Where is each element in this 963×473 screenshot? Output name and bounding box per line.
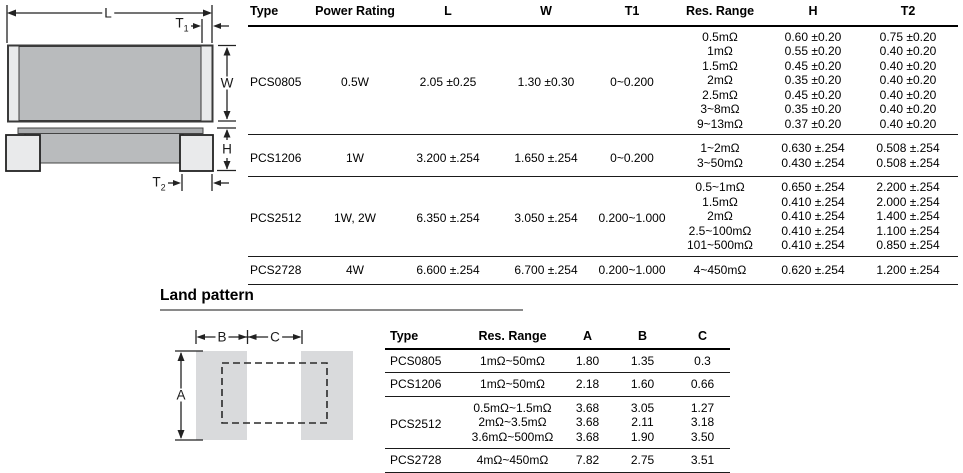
cell-t1: 0.200~1.000 [592, 256, 672, 285]
component-terminal-right [180, 135, 213, 171]
arrow-left-icon [197, 334, 206, 340]
cell-a: 3.68 [565, 396, 610, 416]
cell-a: 3.68 [575, 415, 600, 429]
land-pattern-table [385, 327, 730, 473]
cell-t2: 0.40 ±0.20 [879, 102, 937, 116]
arrow-up-icon [178, 352, 185, 361]
cell-c: 3.18 [690, 415, 715, 429]
land-group-pcs1206 [385, 372, 730, 396]
cell-h: 0.35 ±0.20 [784, 73, 842, 87]
arrow-right-icon [193, 23, 201, 29]
cell-a: 2.18 [565, 372, 610, 396]
cell-res: 1~2mΩ [672, 134, 768, 156]
land-header-a: A [565, 327, 610, 350]
cell-res: 0.5mΩ~1.5mΩ [460, 396, 565, 416]
cell-h: 0.60 ±0.20 [784, 29, 842, 44]
t1-dimension [191, 19, 229, 43]
cell-t2: 0.40 ±0.20 [879, 58, 937, 73]
cell-res: 3.6mΩ~500mΩ [471, 429, 554, 444]
land-group-pcs0805 [385, 350, 730, 373]
table-row [248, 256, 958, 285]
land-pattern-drawing [160, 325, 390, 465]
table-row [385, 350, 730, 373]
cell-c: 3.51 [675, 448, 730, 472]
table-row [385, 372, 730, 396]
cell-res: 1mΩ~50mΩ [480, 353, 545, 368]
cell-a: 3.68 [575, 429, 600, 444]
cell-w: 1.30 ±0.30 [517, 74, 575, 89]
cell-b: 3.05 [610, 396, 675, 416]
cell-type: PCS2512 [385, 396, 460, 449]
arrow-right-icon [293, 334, 302, 340]
cell-b: 2.75 [610, 448, 675, 472]
cell-l: 6.600 ±.254 [396, 256, 500, 285]
cell-c: 0.66 [675, 372, 730, 396]
cell-t2: 0.40 ±0.20 [879, 44, 937, 58]
cell-w: 3.050 ±.254 [500, 176, 592, 256]
cell-t2: 2.000 ±.254 [876, 194, 940, 209]
cell-a: 1.80 [575, 353, 600, 368]
land-header-type: Type [385, 327, 460, 350]
cell-a: 7.82 [565, 448, 610, 472]
arrow-left-icon [7, 10, 16, 17]
cell-c: 3.50 [690, 429, 715, 444]
dim-label-a: A [176, 387, 186, 403]
cell-power: 4W [314, 256, 396, 285]
arrow-up-icon [224, 129, 231, 138]
component-terminal-left [6, 135, 40, 171]
spec-table [248, 0, 958, 285]
cell-b: 2.11 [631, 415, 654, 429]
cell-res: 9~13mΩ [697, 116, 743, 131]
cell-type: PCS1206 [385, 372, 460, 396]
cell-res: 3~8mΩ [700, 102, 740, 116]
cell-type: PCS2728 [248, 256, 314, 285]
cell-c: 0.3 [694, 353, 711, 368]
cell-res: 1mΩ~50mΩ [460, 372, 565, 396]
cell-res: 2mΩ~3.5mΩ [478, 415, 547, 429]
cell-h: 0.45 ±0.20 [784, 87, 842, 102]
cell-t1: 0~0.200 [610, 74, 654, 89]
spec-header-h: H [768, 0, 858, 27]
dim-label-l: L [104, 5, 112, 21]
cell-power: 1W [314, 134, 396, 176]
cell-w: 1.650 ±.254 [500, 134, 592, 176]
arrow-right-icon [203, 10, 212, 17]
cell-type: PCS0805 [250, 74, 302, 89]
cell-t2: 2.200 ±.254 [858, 176, 958, 195]
cell-h: 0.620 ±.254 [768, 256, 858, 285]
cell-t2: 1.400 ±.254 [876, 209, 940, 223]
table-row [248, 27, 958, 45]
arrow-down-icon [178, 430, 185, 439]
cell-type: PCS2728 [385, 448, 460, 472]
cell-l: 3.200 ±.254 [396, 134, 500, 176]
cell-h: 0.35 ±0.20 [784, 102, 842, 116]
arrow-down-icon [224, 161, 231, 170]
spec-header-w: W [500, 0, 592, 27]
cell-res: 2mΩ [707, 73, 733, 87]
dim-label-h: H [222, 141, 232, 157]
spec-group-pcs2512 [248, 176, 958, 256]
land-header-res-range: Res. Range [460, 327, 565, 350]
cell-res: 4mΩ~450mΩ [460, 448, 565, 472]
cell-res: 0.5mΩ [702, 29, 738, 44]
cell-h: 0.650 ±.254 [768, 176, 858, 195]
spec-header-l: L [396, 0, 500, 27]
arrow-left-icon [213, 180, 221, 186]
arrow-right-icon [239, 334, 248, 340]
spec-header-type: Type [248, 0, 314, 27]
cell-t2: 0.40 ±0.20 [879, 73, 937, 87]
cell-h: 0.410 ±.254 [781, 194, 845, 209]
dim-label-c: C [270, 329, 280, 345]
cell-res: 3~50mΩ [697, 155, 743, 170]
cell-t2: 1.200 ±.254 [858, 256, 958, 285]
spec-group-pcs2728 [248, 256, 958, 285]
dim-label-b: B [217, 329, 227, 345]
spec-header-t1: T1 [592, 0, 672, 27]
cell-t2: 0.40 ±0.20 [879, 87, 937, 102]
cell-t1: 0.200~1.000 [592, 176, 672, 256]
land-pattern-title: Land pattern [160, 287, 254, 304]
cell-c: 1.27 [675, 396, 730, 416]
cell-res: 1.5mΩ [702, 58, 738, 73]
spec-header-t2: T2 [858, 0, 958, 27]
cell-h: 0.630 ±.254 [768, 134, 858, 156]
arrow-left-icon [248, 334, 257, 340]
cell-t2: 1.100 ±.254 [876, 223, 940, 238]
cell-power: 1W, 2W [314, 176, 396, 256]
arrow-up-icon [224, 47, 231, 56]
cell-l: 6.350 ±.254 [396, 176, 500, 256]
dim-label-w: W [220, 75, 234, 91]
cell-type: PCS2512 [248, 176, 314, 256]
spec-table-header [248, 0, 958, 27]
cell-res: 101~500mΩ [686, 238, 754, 252]
cell-h: 0.410 ±.254 [781, 223, 845, 238]
cell-t2: 0.508 ±.254 [876, 155, 940, 170]
component-top-view-body [19, 47, 201, 121]
cell-b: 1.60 [610, 372, 675, 396]
land-group-pcs2512 [385, 396, 730, 449]
cell-res: 2mΩ [707, 209, 733, 223]
cell-b: 1.35 [630, 353, 655, 368]
arrow-down-icon [224, 111, 231, 120]
cell-w: 6.700 ±.254 [500, 256, 592, 285]
dim-label-t1: $T_1$ [175, 15, 189, 34]
component-side-view-body [25, 134, 183, 164]
cell-res: 0.5~1mΩ [672, 176, 768, 195]
cell-h: 0.430 ±.254 [781, 155, 845, 170]
component-side-view-top-bar [18, 128, 203, 134]
table-row [248, 134, 958, 156]
dim-label-t2: $T_2$ [152, 174, 166, 193]
spec-header-power: Power Rating [314, 0, 396, 27]
arrow-right-icon [173, 180, 181, 186]
spec-header-res-range: Res. Range [672, 0, 768, 27]
land-table-header [385, 327, 730, 350]
cell-b: 1.90 [630, 429, 655, 444]
cell-type: PCS1206 [248, 134, 314, 176]
cell-res: 1mΩ [707, 44, 733, 58]
cell-res: 1.5mΩ [702, 194, 738, 209]
cell-l: 2.05 ±0.25 [419, 74, 477, 89]
spec-group-pcs0805 [248, 27, 958, 135]
cell-t2: 0.75 ±0.20 [879, 29, 937, 44]
cell-h: 0.410 ±.254 [781, 238, 845, 252]
cell-power: 0.5W [340, 74, 369, 89]
cell-h: 0.410 ±.254 [781, 209, 845, 223]
cell-res: 2.5~100mΩ [688, 223, 752, 238]
cell-t2: 0.508 ±.254 [858, 134, 958, 156]
spec-group-pcs1206 [248, 134, 958, 176]
cell-res: 4~450mΩ [672, 256, 768, 285]
cell-h: 0.37 ±0.20 [784, 116, 842, 131]
cell-type: PCS0805 [390, 353, 442, 368]
table-row [385, 396, 730, 416]
cell-h: 0.45 ±0.20 [784, 58, 842, 73]
table-row [385, 448, 730, 472]
cell-h: 0.55 ±0.20 [784, 44, 842, 58]
land-pattern-title-rule [160, 309, 523, 311]
cell-t1: 0~0.200 [592, 134, 672, 176]
cell-res: 2.5mΩ [702, 87, 738, 102]
land-group-pcs2728 [385, 448, 730, 472]
table-row [248, 176, 958, 195]
component-dimension-drawing [0, 0, 245, 232]
land-header-b: B [610, 327, 675, 350]
cell-t2: 0.850 ±.254 [876, 238, 940, 252]
cell-t2: 0.40 ±0.20 [879, 116, 937, 131]
land-header-c: C [675, 327, 730, 350]
arrow-left-icon [213, 23, 221, 29]
